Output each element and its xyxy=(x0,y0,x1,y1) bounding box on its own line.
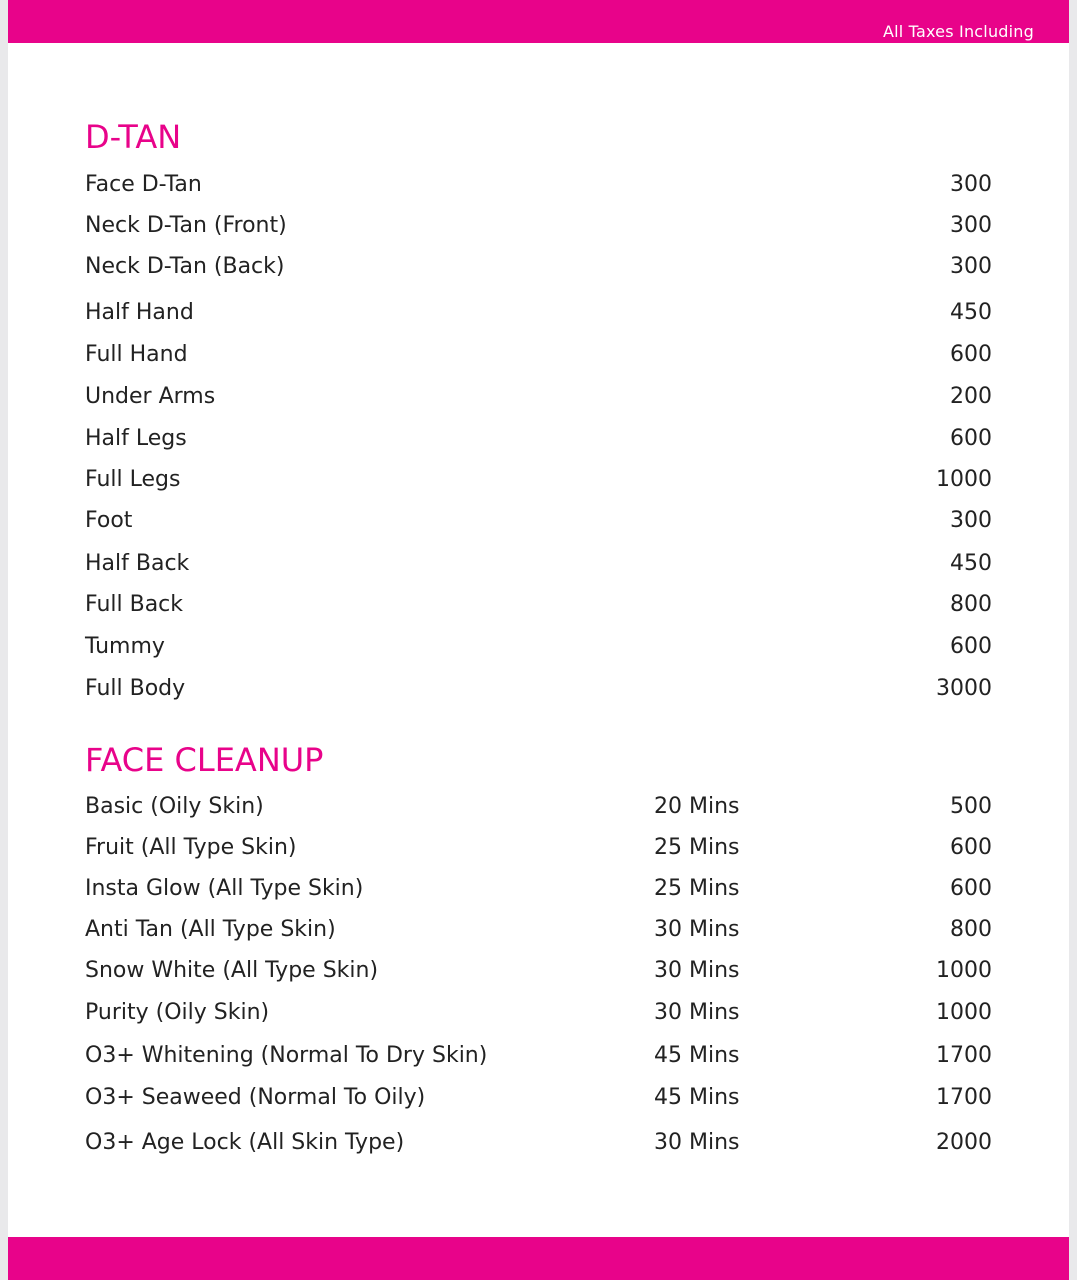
service-price: 3000 xyxy=(936,676,992,701)
service-price: 600 xyxy=(950,426,992,451)
price-row xyxy=(85,549,992,579)
service-price: 600 xyxy=(950,835,992,860)
service-name: Tummy xyxy=(85,634,165,659)
price-row xyxy=(85,465,992,495)
price-row xyxy=(85,632,992,662)
service-name: Insta Glow (All Type Skin) xyxy=(85,876,364,901)
service-name: Full Legs xyxy=(85,467,181,492)
service-name: Neck D-Tan (Front) xyxy=(85,213,287,238)
service-price: 800 xyxy=(950,917,992,942)
service-duration: 30 Mins xyxy=(654,1130,740,1155)
service-price: 200 xyxy=(950,384,992,409)
price-row xyxy=(85,998,992,1028)
service-price: 300 xyxy=(950,172,992,197)
service-name: Face D-Tan xyxy=(85,172,202,197)
service-price: 1000 xyxy=(936,467,992,492)
service-duration: 30 Mins xyxy=(654,958,740,983)
service-duration: 30 Mins xyxy=(654,917,740,942)
price-row xyxy=(85,874,992,904)
service-name: Full Body xyxy=(85,676,186,701)
service-price: 300 xyxy=(950,213,992,238)
price-row xyxy=(85,1128,992,1158)
service-duration: 25 Mins xyxy=(654,835,740,860)
price-row xyxy=(85,506,992,536)
service-name: Half Legs xyxy=(85,426,187,451)
price-row xyxy=(85,424,992,454)
service-name: Fruit (All Type Skin) xyxy=(85,835,297,860)
service-name: Foot xyxy=(85,508,133,533)
service-name: Basic (Oily Skin) xyxy=(85,794,264,819)
bottom-banner xyxy=(8,1237,1069,1280)
price-row xyxy=(85,170,992,200)
service-duration: 25 Mins xyxy=(654,876,740,901)
service-price: 1000 xyxy=(936,1000,992,1025)
price-row xyxy=(85,211,992,241)
service-name: O3+ Seaweed (Normal To Oily) xyxy=(85,1085,426,1110)
service-price: 800 xyxy=(950,592,992,617)
top-banner xyxy=(8,0,1069,43)
service-price: 600 xyxy=(950,342,992,367)
price-row xyxy=(85,590,992,620)
price-row xyxy=(85,382,992,412)
service-duration: 45 Mins xyxy=(654,1043,740,1068)
service-name: Half Back xyxy=(85,551,190,576)
service-name: O3+ Whitening (Normal To Dry Skin) xyxy=(85,1043,488,1068)
price-row xyxy=(85,792,992,822)
section-title-dtan: D-TAN xyxy=(85,118,182,156)
service-price: 450 xyxy=(950,551,992,576)
service-price: 600 xyxy=(950,876,992,901)
service-name: Anti Tan (All Type Skin) xyxy=(85,917,336,942)
price-row xyxy=(85,298,992,328)
service-duration: 30 Mins xyxy=(654,1000,740,1025)
price-row xyxy=(85,674,992,704)
price-row xyxy=(85,915,992,945)
tax-note: All Taxes Including xyxy=(882,22,1034,41)
price-row xyxy=(85,956,992,986)
service-duration: 20 Mins xyxy=(654,794,740,819)
service-price: 1700 xyxy=(936,1043,992,1068)
service-name: Snow White (All Type Skin) xyxy=(85,958,379,983)
service-price: 2000 xyxy=(936,1130,992,1155)
service-name: O3+ Age Lock (All Skin Type) xyxy=(85,1130,405,1155)
section-title-face-cleanup: FACE CLEANUP xyxy=(85,741,324,779)
price-row xyxy=(85,833,992,863)
service-name: Half Hand xyxy=(85,300,194,325)
service-price: 1700 xyxy=(936,1085,992,1110)
service-name: Full Hand xyxy=(85,342,188,367)
price-row xyxy=(85,1041,992,1071)
service-price: 300 xyxy=(950,508,992,533)
service-price: 1000 xyxy=(936,958,992,983)
service-duration: 45 Mins xyxy=(654,1085,740,1110)
price-row xyxy=(85,1083,992,1113)
service-name: Neck D-Tan (Back) xyxy=(85,254,285,279)
service-price: 500 xyxy=(950,794,992,819)
service-name: Purity (Oily Skin) xyxy=(85,1000,270,1025)
service-price: 600 xyxy=(950,634,992,659)
service-price: 300 xyxy=(950,254,992,279)
service-name: Full Back xyxy=(85,592,184,617)
price-row xyxy=(85,252,992,282)
price-row xyxy=(85,340,992,370)
service-name: Under Arms xyxy=(85,384,216,409)
service-price: 450 xyxy=(950,300,992,325)
